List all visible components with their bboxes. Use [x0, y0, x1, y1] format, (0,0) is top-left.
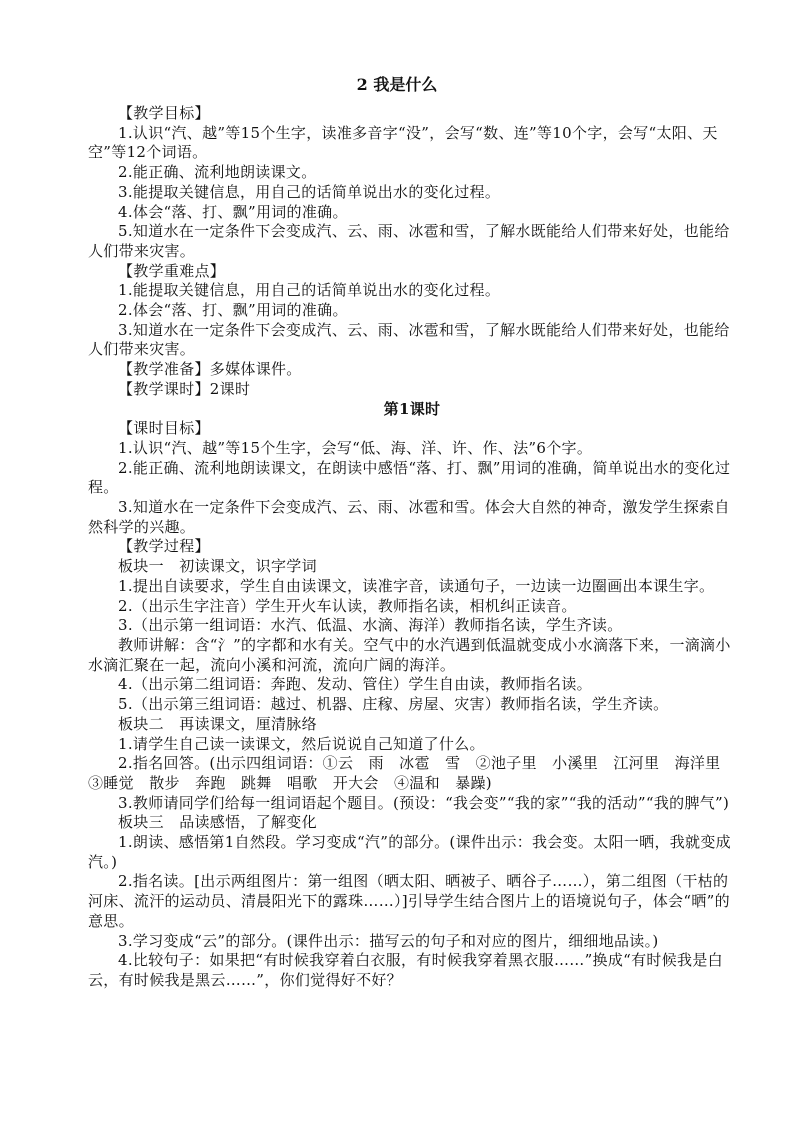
process-step: 1.请学生自己读一读课文，然后说说自己知道了什么。: [118, 734, 485, 753]
teacher-explanation: 教师讲解：含“氵”的字都和水有关。空气中的水汽遇到低温就变成小水滴落下来，一滴滴小水滴汇聚在一起，流向小溪和河流，流向广阔的海洋。: [88, 635, 731, 674]
lesson-goal-item: 2.能正确、流利地朗读课文，在朗读中感悟“落、打、飘”用词的准确，简单说出水的变化过程。: [88, 458, 731, 497]
process-step: 5.（出示第三组词语：越过、机器、庄稼、房屋、灾害）教师指名读，学生齐读。: [118, 695, 669, 714]
process-step: 3.学习变成“云”的部分。(课件出示：描写云的句子和对应的图片，细细地品读。): [118, 931, 659, 950]
key-point-item: 2.体会“落、打、飘”用词的准确。: [118, 301, 348, 320]
lesson-goal-item: 3.知道水在一定条件下会变成汽、云、雨、冰雹和雪。体会大自然的神奇，激发学生探索自然科学的兴趣。: [88, 498, 730, 536]
key-point-item: 1.能提取关键信息，用自己的话简单说出水的变化过程。: [118, 281, 501, 300]
key-point-item: 3.知道水在一定条件下会变成汽、云、雨、冰雹和雪，了解水既能给人们带来好处，也能给人们带来灾害。: [88, 320, 730, 359]
goal-item: 5.知道水在一定条件下会变成汽、云、雨、冰雹和雪，了解水既能给人们带来好处，也能给人们带来灾害。: [88, 222, 730, 260]
section-preparation: 【教学准备】多媒体课件。: [118, 360, 302, 379]
goal-item: 4.体会“落、打、飘”用词的准确。: [118, 202, 348, 221]
lesson-subtitle: 第1课时: [383, 399, 441, 418]
page-title: 2 我是什么: [356, 75, 438, 94]
process-step: 2.指名读。[出示两组图片：第一组图（晒太阳、晒被子、晒谷子……），第二组图（干枯的河床、流汗的运动员、清晨阳光下的露珠……）]引导学生结合图片上的语境说句子，体会“晒”的意思。: [88, 872, 730, 930]
section-heading-process: 【教学过程】: [118, 537, 210, 556]
section-heading-key-points: 【教学重难点】: [118, 261, 226, 280]
block-heading: 板块一 初读课文，识字学词: [118, 557, 317, 576]
document-body: [88, 104, 736, 991]
section-heading-goals: 【教学目标】: [118, 104, 210, 122]
section-hours: 【教学课时】2课时: [118, 379, 251, 398]
block-heading: 板块三 品读感悟，了解变化: [118, 813, 317, 832]
lesson-goal-item: 1.认识“汽、越”等15个生字，会写“低、海、洋、许、作、法”6个字。: [118, 438, 593, 457]
process-step: 3.（出示第一组词语：水汽、低温、水滴、海洋）教师指名读，学生齐读。: [118, 616, 623, 635]
process-step: 1.提出自读要求，学生自由读课文，读准字音，读通句子，一边读一边圈画出本课生字。: [118, 576, 715, 595]
goal-item: 2.能正确、流利地朗读课文。: [118, 163, 317, 182]
process-step: 2.（出示生字注音）学生开火车认读，教师指名读，相机纠正读音。: [118, 596, 577, 615]
process-step: 4.（出示第二组词语：奔跑、发动、管住）学生自由读，教师指名读。: [118, 675, 592, 694]
section-heading-lesson-goals: 【课时目标】: [118, 419, 210, 438]
process-step: 3.教师请同学们给每一组词语起个题目。(预设：“我会变”“我的家”“我的活动”“我的脾气”): [118, 793, 730, 812]
process-step: 4.比较句子：如果把“有时候我穿着白衣服，有时候我穿着黑衣服……”换成“有时候我是白云，有时候我是黑云……”，你们觉得好不好？: [88, 951, 723, 989]
goal-item: 1.认识“汽、越”等15个生字，读准多音字“没”，会写“数、连”等10个字，会写“太阳、天空”等12个词语。: [88, 123, 718, 162]
process-step: 1.朗读、感悟第1自然段。学习变成“汽”的部分。(课件出示：我会变。太阳一晒，我就变成汽。): [88, 833, 731, 871]
goal-item: 3.能提取关键信息，用自己的话简单说出水的变化过程。: [118, 182, 501, 201]
block-heading: 板块二 再读课文，厘清脉络: [118, 714, 317, 733]
process-step: 2.指名回答。(出示四组词语：①云 雨 冰雹 雪 ②池子里 小溪里 江河里 海洋里 ③睡觉 散步 奔跑 跳舞 唱歌 开大会 ④温和 暴躁): [88, 754, 736, 792]
